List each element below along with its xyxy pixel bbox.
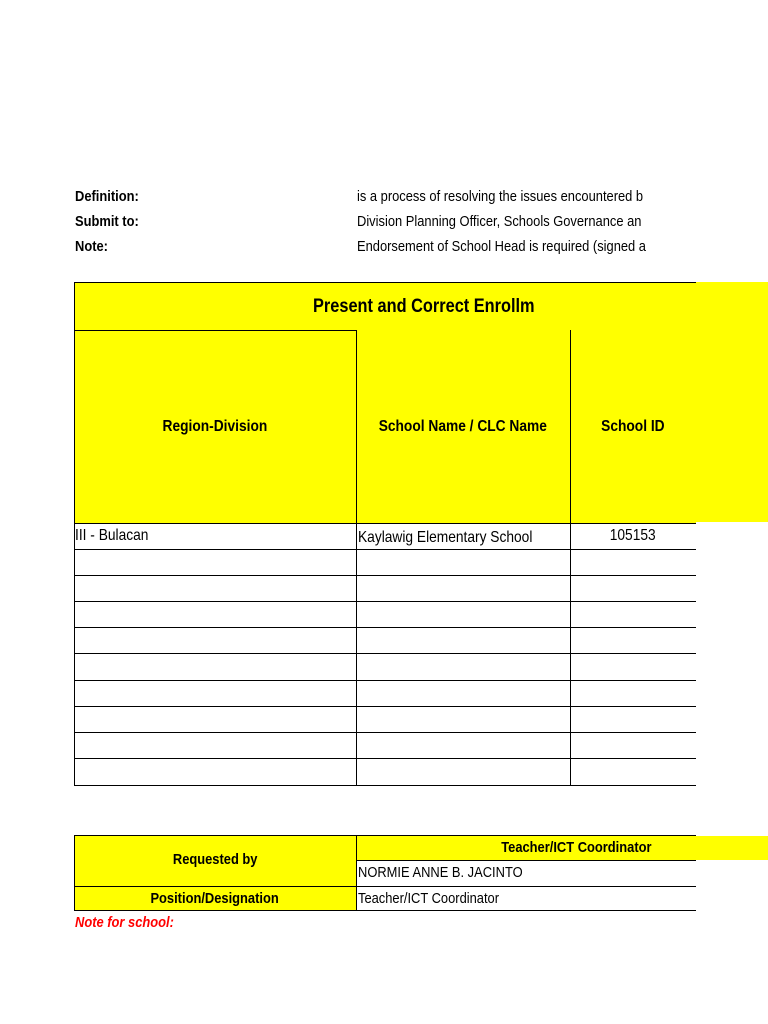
requested-by-label: Requested by bbox=[172, 851, 258, 868]
note-label: Note: bbox=[75, 238, 108, 255]
definition-label: Definition: bbox=[75, 188, 139, 205]
definition-value: is a process of resolving the issues encountered b bbox=[357, 188, 644, 205]
requester-name: NORMIE ANNE B. JACINTO bbox=[358, 864, 523, 881]
row-1-region-division: III - Bulacan bbox=[75, 527, 149, 544]
row-1-school-name: Kaylawig Elementary School bbox=[358, 529, 533, 546]
role-header: Teacher/ICT Coordinator bbox=[500, 839, 652, 856]
header-school-id: School ID bbox=[601, 418, 665, 435]
header-yellow-overflow bbox=[696, 282, 768, 522]
note-for-school: Note for school: bbox=[75, 914, 174, 931]
header-school-name: School Name / CLC Name bbox=[378, 418, 548, 435]
note-value: Endorsement of School Head is required (signed a bbox=[357, 238, 646, 255]
table-header-fill bbox=[74, 282, 696, 524]
table-title: Present and Correct Enrollm bbox=[313, 296, 535, 317]
row-1-school-id: 105153 bbox=[610, 527, 656, 544]
header-region-division: Region-Division bbox=[162, 418, 268, 435]
submit-to-label: Submit to: bbox=[75, 213, 139, 230]
position-label: Position/Designation bbox=[150, 890, 280, 907]
position-value: Teacher/ICT Coordinator bbox=[358, 890, 500, 907]
submit-to-value: Division Planning Officer, Schools Governance an bbox=[357, 213, 642, 230]
request-yellow-overflow bbox=[696, 836, 768, 860]
